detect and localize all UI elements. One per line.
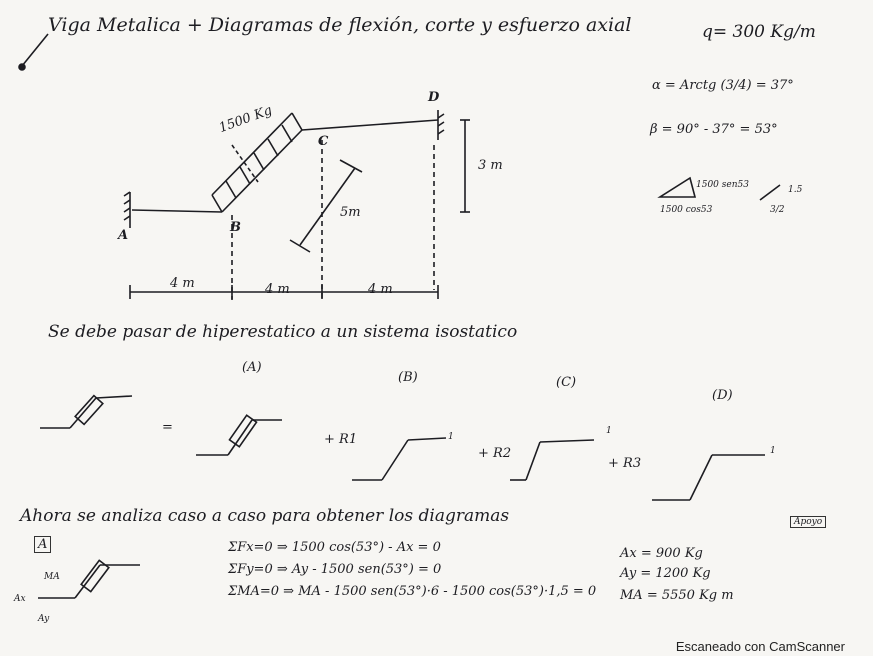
dimension-4m-1: 4 m	[170, 276, 195, 291]
r3-unit: 1	[770, 446, 776, 456]
result-ma: MA = 5550 Kg m	[620, 588, 734, 603]
equation-sum-fx: ΣFx=0 ⇒ 1500 cos(53°) - Ax = 0	[228, 540, 441, 555]
plus-r2: + R2	[478, 446, 512, 461]
beta-equation: β = 90° - 37° = 53°	[650, 122, 778, 137]
r1-unit: 1	[448, 432, 454, 442]
force-label: 1500 Kg	[217, 103, 275, 136]
beam-cd	[302, 120, 438, 130]
dimension-4m-3: 4 m	[368, 282, 393, 297]
ma-label: MA	[44, 572, 60, 582]
result-ax: Ax = 900 Kg	[620, 546, 703, 561]
triangle-label-b: 1500 cos53	[660, 205, 713, 215]
dimension-4m-2: 4 m	[265, 282, 290, 297]
small-note-2: 3/2	[770, 205, 785, 215]
point-c-label: C	[318, 134, 329, 149]
dimension-3m: 3 m	[478, 158, 503, 173]
alpha-equation: α = Arctg (3/4) = 37°	[652, 78, 794, 93]
boxed-a: A	[34, 536, 51, 553]
ay-label: Ay	[38, 614, 50, 624]
document-title: Viga Metalica + Diagramas de flexión, corte y esfuerzo axial	[48, 14, 632, 36]
equals-sign: =	[162, 420, 173, 435]
plus-r3: + R3	[608, 456, 642, 471]
point-b-label: B	[230, 220, 241, 235]
equation-sum-ma: ΣMA=0 ⇒ MA - 1500 sen(53°)·6 - 1500 cos(53°)·1,5 = 0	[228, 584, 597, 599]
result-ay: Ay = 1200 Kg	[620, 566, 711, 581]
r2-unit: 1	[606, 426, 612, 436]
instruction-sentence: Se debe pasar de hiperestatico a un sistema isostatico	[48, 322, 518, 342]
dimension-5m: 5m	[340, 205, 361, 220]
load-value: q= 300 Kg/m	[702, 22, 816, 42]
point-d-label: D	[428, 90, 440, 105]
point-a-label: A	[118, 228, 129, 243]
pin-mark	[22, 34, 48, 66]
plus-r1: + R1	[324, 432, 358, 447]
beam-bc	[222, 130, 302, 212]
equation-sum-fy: ΣFy=0 ⇒ Ay - 1500 sen(53°) = 0	[228, 562, 442, 577]
case-c-label: (C)	[556, 375, 577, 390]
triangle-label-a: 1500 sen53	[696, 180, 749, 190]
small-note: 1.5	[788, 185, 803, 195]
case-a-label: (A)	[242, 360, 262, 375]
apoyo-box: Apoyo	[790, 516, 826, 528]
beam-ab	[132, 210, 222, 212]
analysis-sentence: Ahora se analiza caso a caso para obtener los diagramas	[20, 506, 510, 526]
case-d-label: (D)	[712, 388, 733, 403]
case-b-label: (B)	[398, 370, 418, 385]
scanner-footer: Escaneado con CamScanner	[675, 639, 845, 654]
ax-label: Ax	[14, 594, 26, 604]
